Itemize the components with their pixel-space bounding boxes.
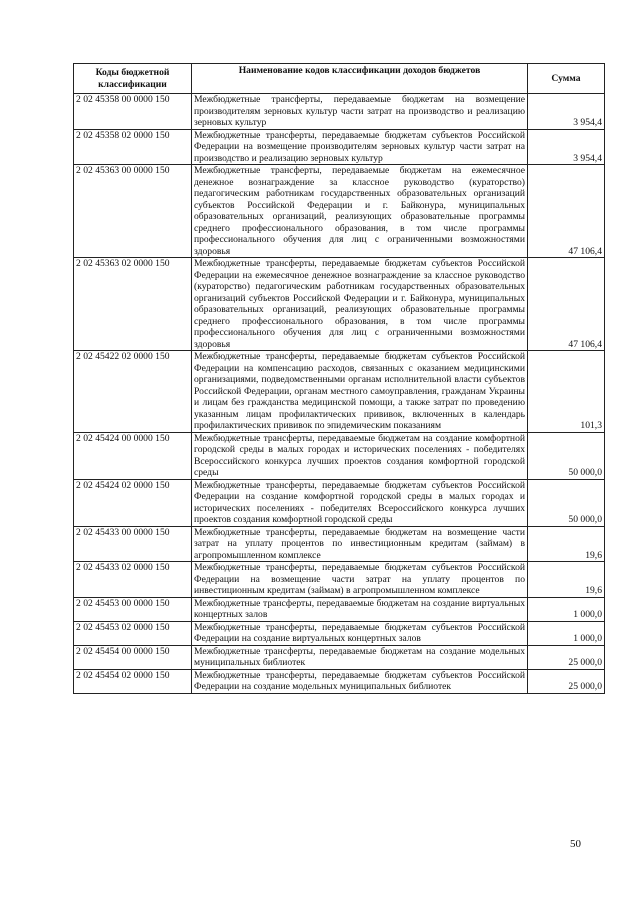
- table-row: [74, 562, 605, 598]
- table-row: [74, 645, 605, 669]
- cell-name: Межбюджетные трансферты, передаваемые бюджетам на создание комфортной городской среды в малых городах и исторических поселениях - победителях Всероссийского конкурса лучших проектов создания комфортной городской среды: [192, 432, 528, 479]
- cell-sum: 1 000,0: [528, 597, 605, 621]
- cell-name: Межбюджетные трансферты, передаваемые бюджетам субъектов Российской Федерации на возмещение производителям зерновых культур части затрат на производство и реализацию зерновых культур: [192, 129, 528, 165]
- cell-sum: 25 000,0: [528, 645, 605, 669]
- cell-code: 2 02 45424 02 0000 150: [74, 479, 192, 526]
- cell-name: Межбюджетные трансферты, передаваемые бюджетам субъектов Российской Федерации на возмещение части затрат на уплату процентов по инвестиционным кредитам (займам) в агропромышленном комплексе: [192, 562, 528, 598]
- cell-code: 2 02 45358 00 0000 150: [74, 94, 192, 130]
- cell-code: 2 02 45433 02 0000 150: [74, 562, 192, 598]
- table-row: [74, 165, 605, 258]
- cell-sum: 3 954,4: [528, 94, 605, 130]
- cell-code: 2 02 45454 00 0000 150: [74, 645, 192, 669]
- cell-code: 2 02 45363 00 0000 150: [74, 165, 192, 258]
- cell-name: Межбюджетные трансферты, передаваемые бюджетам на создание модельных муниципальных библиотек: [192, 645, 528, 669]
- cell-name: Межбюджетные трансферты, передаваемые бюджетам на создание виртуальных концертных залов: [192, 597, 528, 621]
- header-name: Наименование кодов классификации доходов бюджетов: [192, 64, 528, 94]
- page-number: 50: [570, 838, 581, 850]
- table-body: [74, 94, 605, 694]
- table-row: [74, 669, 605, 693]
- cell-name: Межбюджетные трансферты, передаваемые бюджетам субъектов Российской Федерации на компенсацию расходов, связанных с оказанием медицинскими организациями, подведомственными органам исполнительной власти субъектов Российской Федерации, органам местного самоуправления, гражданам Украины и лицам без гражданства медицинской помощи, а также затрат по проведению указанным лицам профилактических прививок, включенных в календарь профилактических прививок по эпидемическим показаниям: [192, 351, 528, 433]
- cell-code: 2 02 45358 02 0000 150: [74, 129, 192, 165]
- cell-sum: 1 000,0: [528, 621, 605, 645]
- cell-code: 2 02 45454 02 0000 150: [74, 669, 192, 693]
- cell-name: Межбюджетные трансферты, передаваемые бюджетам субъектов Российской Федерации на создание комфортной городской среды в малых городах и исторических поселениях - победителях Всероссийского конкурса лучших проектов создания комфортной городской среды: [192, 479, 528, 526]
- cell-code: 2 02 45433 00 0000 150: [74, 526, 192, 562]
- table-row: [74, 621, 605, 645]
- cell-sum: 3 954,4: [528, 129, 605, 165]
- cell-sum: 47 106,4: [528, 165, 605, 258]
- cell-code: 2 02 45363 02 0000 150: [74, 258, 192, 351]
- header-sum: Сумма: [528, 64, 605, 94]
- cell-name: Межбюджетные трансферты, передаваемые бюджетам субъектов Российской Федерации на создание модельных муниципальных библиотек: [192, 669, 528, 693]
- table-row: [74, 597, 605, 621]
- budget-table-container: [73, 63, 604, 694]
- cell-name: Межбюджетные трансферты, передаваемые бюджетам субъектов Российской Федерации на ежемесячное денежное вознаграждение за классное руководство (кураторство) педагогическим работникам государственных образовательных организаций субъектов Российской Федерации и г. Байконура, муниципальных образовательных организаций, реализующих образовательные программы среднего профессионального образования, в том числе программы профессионального обучения для лиц с ограниченными возможностями здоровья: [192, 258, 528, 351]
- cell-name: Межбюджетные трансферты, передаваемые бюджетам субъектов Российской Федерации на создание виртуальных концертных залов: [192, 621, 528, 645]
- cell-code: 2 02 45453 00 0000 150: [74, 597, 192, 621]
- cell-sum: 19,6: [528, 526, 605, 562]
- budget-classification-table: [73, 63, 605, 694]
- table-row: [74, 351, 605, 433]
- cell-name: Межбюджетные трансферты, передаваемые бюджетам на возмещение части затрат на уплату процентов по инвестиционным кредитам (займам) в агропромышленном комплексе: [192, 526, 528, 562]
- cell-code: 2 02 45422 02 0000 150: [74, 351, 192, 433]
- header-code: Коды бюджетной классификации: [74, 64, 192, 94]
- table-header-row: [74, 64, 605, 94]
- cell-name: Межбюджетные трансферты, передаваемые бюджетам на ежемесячное денежное вознаграждение за классное руководство (кураторство) педагогическим работникам государственных образовательных организаций субъектов Российской Федерации и г. Байконура, муниципальных образовательных организаций, реализующих образовательные программы среднего профессионального образования, в том числе программы профессионального обучения для лиц с ограниченными возможностями здоровья: [192, 165, 528, 258]
- cell-code: 2 02 45453 02 0000 150: [74, 621, 192, 645]
- cell-sum: 19,6: [528, 562, 605, 598]
- table-row: [74, 432, 605, 479]
- table-row: [74, 258, 605, 351]
- cell-sum: 25 000,0: [528, 669, 605, 693]
- cell-code: 2 02 45424 00 0000 150: [74, 432, 192, 479]
- table-row: [74, 94, 605, 130]
- table-row: [74, 479, 605, 526]
- cell-name: Межбюджетные трансферты, передаваемые бюджетам на возмещение производителям зерновых культур части затрат на производство и реализацию зерновых культур: [192, 94, 528, 130]
- table-row: [74, 526, 605, 562]
- table-row: [74, 129, 605, 165]
- cell-sum: 101,3: [528, 351, 605, 433]
- cell-sum: 47 106,4: [528, 258, 605, 351]
- cell-sum: 50 000,0: [528, 432, 605, 479]
- cell-sum: 50 000,0: [528, 479, 605, 526]
